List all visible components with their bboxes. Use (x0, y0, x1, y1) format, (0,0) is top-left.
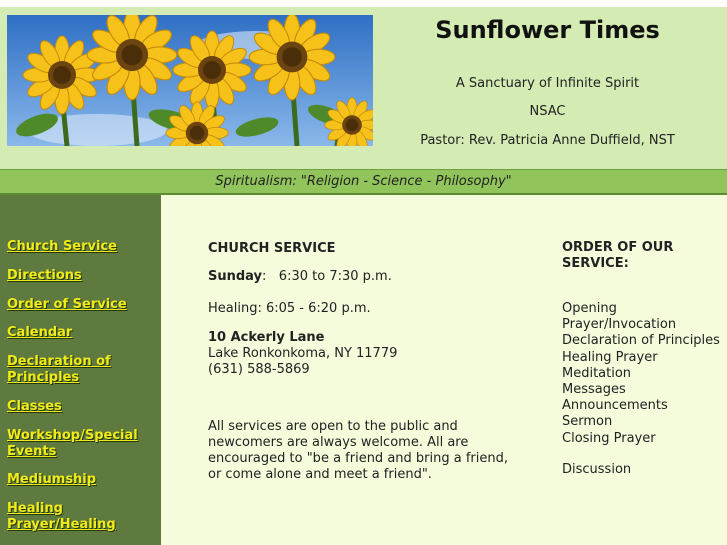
phone-number: (631) 588-5869 (208, 362, 310, 377)
organization-label: NSAC (529, 104, 566, 119)
order-item-prayer-invocation: Prayer/Invocation (562, 317, 677, 333)
nav-link-classes[interactable]: Classes (7, 399, 62, 414)
sidebar-nav (0, 195, 161, 545)
address-street: 10 Ackerly Lane (208, 330, 325, 345)
main-content (161, 195, 727, 545)
top-strip (0, 0, 727, 7)
sunday-schedule (208, 269, 392, 285)
church-service-heading: CHURCH SERVICE (208, 241, 336, 256)
order-item-sermon: Sermon (562, 414, 613, 430)
order-item-closing-prayer: Closing Prayer (562, 430, 656, 446)
nav-link-directions[interactable]: Directions (7, 268, 82, 283)
order-item-opening: Opening (562, 301, 617, 316)
address-city: Lake Ronkonkoma, NY 11779 (208, 346, 398, 361)
nav-link-church-service[interactable]: Church Service (7, 239, 117, 254)
healing-time: Healing: 6:05 - 6:20 p.m. (208, 301, 371, 316)
nav-link-declaration-of-principles[interactable]: Declaration of Principles (7, 354, 111, 385)
order-of-service-list (562, 301, 727, 447)
tagline-bar (0, 169, 727, 195)
nav-link-order-of-service[interactable]: Order of Service (7, 297, 127, 312)
welcome-paragraph: All services are open to the public and newcomers are always welcome. All are encouraged to "be a friend and bring a friend, or come alone and meet a friend". (208, 419, 508, 482)
sunday-label: Sunday (208, 269, 263, 284)
sunflower-banner-image (7, 15, 373, 146)
nav-link-healing-prayer[interactable]: Healing Prayer/Healing (7, 501, 116, 532)
tagline-text: Spiritualism: "Religion - Science - Philosophy" (215, 174, 512, 189)
nav-link-workshop-special-events[interactable]: Workshop/Special Events (7, 428, 138, 459)
sunday-time: : 6:30 to 7:30 p.m. (262, 269, 392, 284)
order-item-healing-prayer: Healing Prayer (562, 349, 658, 365)
nav-link-calendar[interactable]: Calendar (7, 325, 73, 340)
order-item-announcements: Announcements (562, 398, 668, 414)
order-item-messages: Messages (562, 381, 626, 397)
nav-link-mediumship[interactable]: Mediumship (7, 472, 97, 487)
order-of-service-heading: ORDER OF OUR SERVICE: (562, 240, 674, 271)
order-item-meditation: Meditation (562, 365, 632, 381)
site-title: Sunflower Times (435, 16, 660, 44)
pastor-label: Pastor: Rev. Patricia Anne Duffield, NST (420, 133, 675, 148)
site-subtitle: A Sanctuary of Infinite Spirit (455, 76, 640, 91)
order-item-declaration: Declaration of Principles (562, 333, 720, 349)
order-item-discussion: Discussion (562, 462, 632, 477)
